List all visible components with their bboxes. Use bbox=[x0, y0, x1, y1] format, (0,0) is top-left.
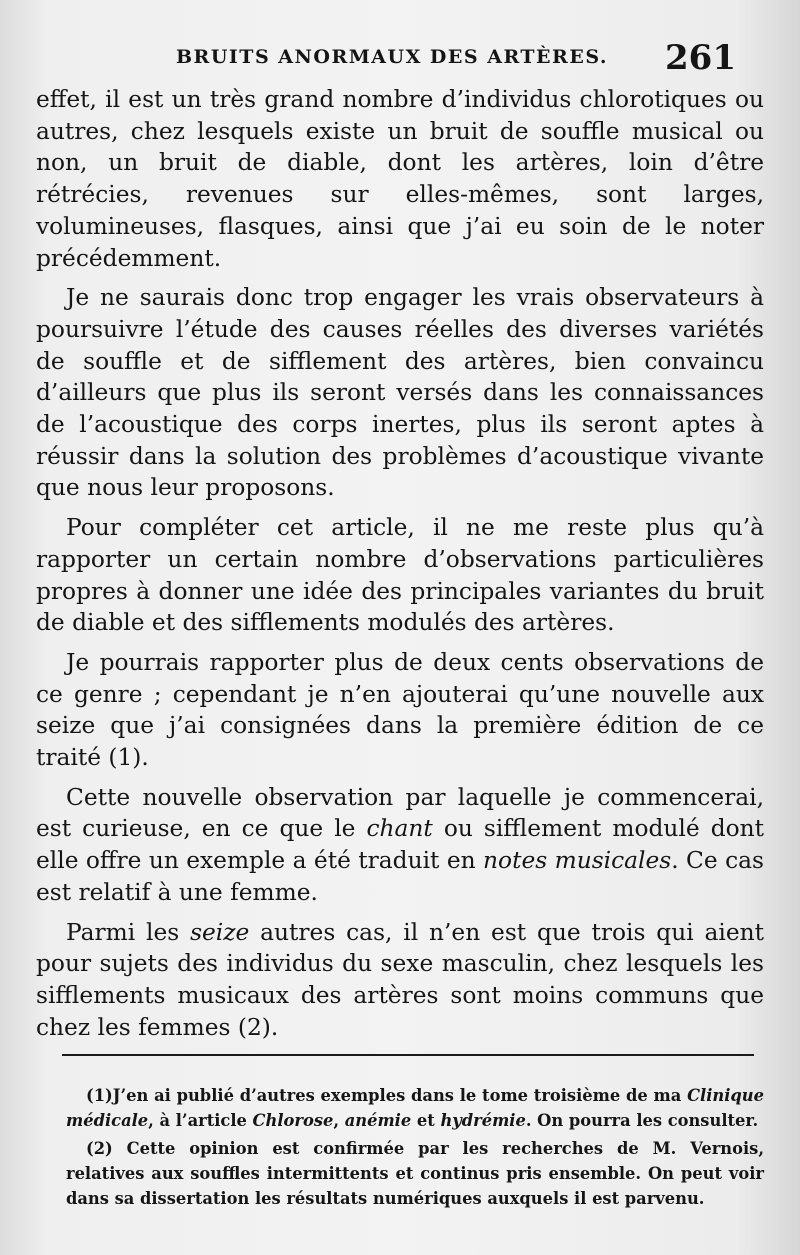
paragraph-1: effet, il est un très grand nombre d’individus chlorotiques ou autres, chez lesquels existe un bruit de souffle musical ou non, un bruit de diable, dont les artères, loin d’être rétrécies, revenues sur elles-mêmes, sont larges, volumineuses, flasques, ainsi que j’ai eu soin de le noter précédemment. bbox=[36, 86, 764, 272]
footnote-2 bbox=[66, 1136, 764, 1211]
text-run: . On pourra les consulter. bbox=[525, 1111, 759, 1130]
footnote-1 bbox=[66, 1083, 764, 1133]
text-run: Cette opinion est confirmée par les recherches de M. Vernois, relatives aux souffles intermittents et continus pris ensemble. On peut voir dans sa dissertation les résultats numériques auxquels il est parvenu. bbox=[66, 1139, 764, 1208]
main-text bbox=[36, 84, 764, 1051]
footnotes bbox=[66, 1083, 764, 1214]
text-run: autres cas, il n’en est que trois qui aient pour sujets des individus du sexe masculin, chez lesquels les sifflements musicaux des artères sont moins communs que chez les femmes (2). bbox=[36, 918, 764, 1041]
text-run: , bbox=[333, 1111, 345, 1130]
text-run: et bbox=[411, 1111, 441, 1130]
italic-term: hydrémie bbox=[440, 1111, 526, 1130]
page-number: 261 bbox=[665, 38, 736, 78]
text-run: ou sifflement modulé dont elle offre un exemple a été traduit en bbox=[36, 815, 764, 875]
paragraph-5 bbox=[36, 782, 764, 909]
running-title: BRUITS ANORMAUX DES ARTÈRES. bbox=[176, 46, 608, 68]
paragraph-2: Je ne saurais donc trop engager les vrais observateurs à poursuivre l’étude des causes réelles des diverses variétés de souffle et de sifflement des artères, bien convaincu d’ailleurs que plus ils seront versés dans les connaissances de l’acoustique des corps inertes, plus ils seront aptes à réussir dans la solution des problèmes d’acoustique vivante que nous leur proposons. bbox=[36, 284, 764, 502]
page-header bbox=[36, 38, 782, 78]
footnote-divider bbox=[62, 1054, 754, 1056]
text-run: J’en ai publié d’autres exemples dans le tome troisième de ma bbox=[112, 1086, 688, 1105]
footnote-number: (2) bbox=[86, 1139, 113, 1158]
paragraph-4: Je pourrais rapporter plus de deux cents observations de ce genre ; cependant je n’en ajouterai qu’une nouvelle aux seize que j’ai consignées dans la première édition de ce traité (1). bbox=[36, 648, 764, 772]
paragraph-6 bbox=[36, 917, 764, 1044]
italic-term: notes musicales bbox=[483, 847, 672, 875]
italic-term: anémie bbox=[344, 1111, 412, 1130]
text-run: . Ce cas est relatif à une femme. bbox=[36, 847, 764, 906]
footnote-number: (1) bbox=[86, 1086, 113, 1105]
paragraph-3: Pour compléter cet article, il ne me reste plus qu’à rapporter un certain nombre d’observations particulières propres à donner une idée des principales variantes du bruit de diable et des sifflements modulés des artères. bbox=[36, 514, 764, 637]
text-run: Parmi les bbox=[66, 918, 191, 946]
italic-term: chant bbox=[366, 815, 433, 843]
italic-term: Clinique médicale bbox=[66, 1086, 764, 1130]
italic-term: Chlorose bbox=[252, 1111, 334, 1130]
italic-term: seize bbox=[190, 918, 250, 946]
text-run: , à l’article bbox=[148, 1111, 253, 1130]
text-run: Cette nouvelle observation par laquelle je commencerai, est curieuse, en ce que le bbox=[36, 783, 764, 843]
